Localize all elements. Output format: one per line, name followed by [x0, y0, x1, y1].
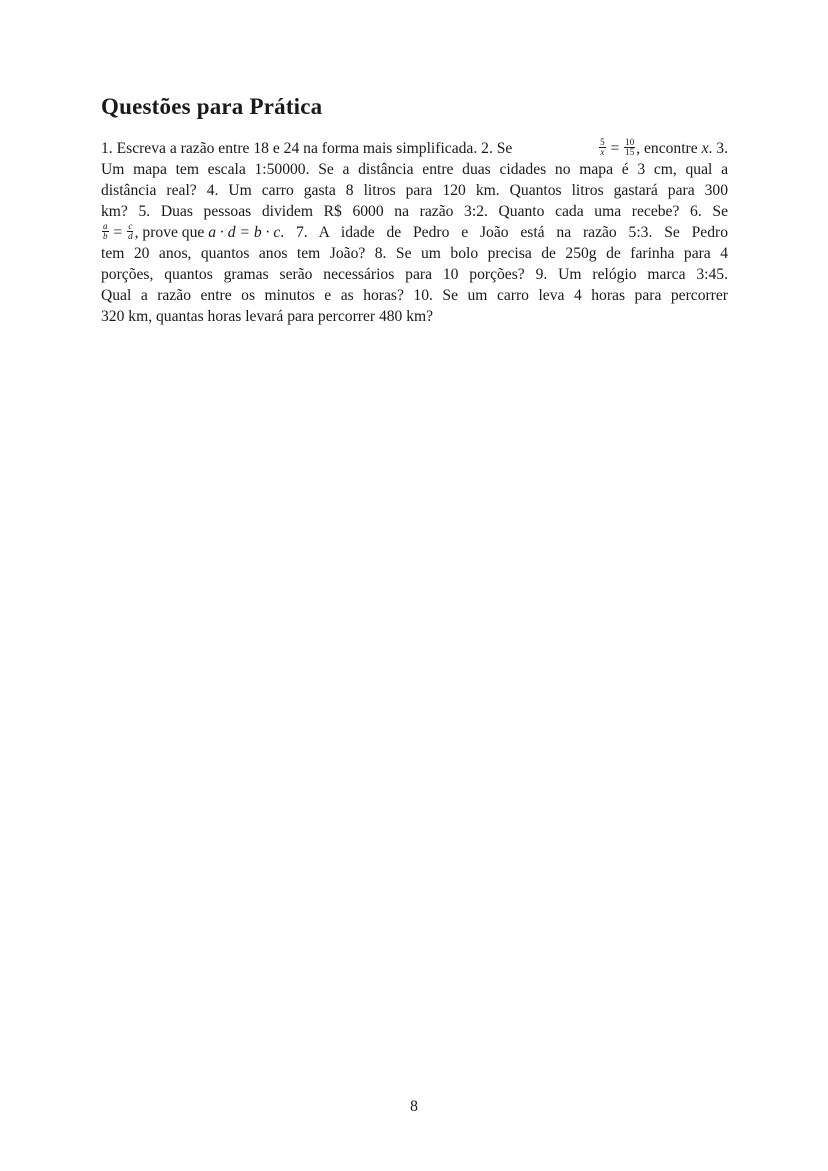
numerator: a	[103, 220, 108, 231]
section-title: Questões para Prática	[101, 94, 323, 119]
numerator: 10	[625, 136, 635, 147]
math-variable: x	[701, 140, 709, 157]
text-line-8	[101, 285, 728, 306]
numerator: 5	[600, 136, 605, 147]
text-segment: Qual a razão entre os minutos e as horas? 10. Se um carro leva 4 horas para percorrer	[101, 287, 728, 304]
text-line-4	[101, 201, 728, 222]
text-segment: , encontre	[636, 140, 698, 157]
text-line-3	[101, 180, 728, 201]
text-segment: . 3.	[708, 140, 728, 157]
denominator: 15	[625, 146, 635, 157]
fraction-a-over-b	[102, 222, 109, 241]
text-segment: . 7. A idade de Pedro e João está na razão 5:3. Se Pedro	[280, 224, 728, 241]
equation-fractions	[101, 222, 135, 243]
text-segment: km? 5. Duas pessoas dividem R$ 6000 na razão 3:2. Quanto cada uma recebe? 6. Se	[101, 203, 728, 220]
denominator: b	[103, 230, 108, 241]
text-segment: , prove que	[134, 224, 205, 241]
math-expression: a · d = b · c	[208, 224, 281, 241]
text-line-1	[101, 138, 728, 159]
equals-sign: =	[610, 140, 620, 157]
fraction-5-over-x	[599, 138, 606, 157]
text-segment: tem 20 anos, quantos anos tem João? 8. Se um bolo precisa de 250g de farinha para 4	[101, 245, 728, 262]
text-line-7	[101, 264, 728, 285]
text-segment: 320 km, quantas horas levará para percorrer 480 km?	[101, 308, 434, 325]
fraction-10-over-15	[624, 138, 635, 157]
text-segment: 1. Escreva a razão entre 18 e 24 na forma mais simplificada. 2. Se	[101, 140, 513, 157]
numerator: c	[128, 220, 133, 231]
page-number: 8	[410, 1098, 418, 1115]
text-segment: porções, quantos gramas serão necessários para 10 porções? 9. Um relógio marca 3:45.	[101, 266, 728, 283]
text-segment: Um mapa tem escala 1:50000. Se a distância entre duas cidades no mapa é 3 cm, qual a	[101, 161, 728, 178]
equals-sign: =	[113, 224, 123, 241]
equation-fractions	[598, 138, 728, 159]
questions-paragraph	[101, 138, 728, 327]
text-segment: distância real? 4. Um carro gasta 8 litros para 120 km. Quantos litros gastará para 300	[101, 182, 728, 199]
denominator: d	[128, 230, 133, 241]
text-line-9	[101, 306, 728, 327]
text-line-6	[101, 243, 728, 264]
text-line-5	[101, 222, 728, 243]
text-line-2	[101, 159, 728, 180]
fraction-c-over-d	[127, 222, 134, 241]
denominator: x	[600, 146, 605, 157]
